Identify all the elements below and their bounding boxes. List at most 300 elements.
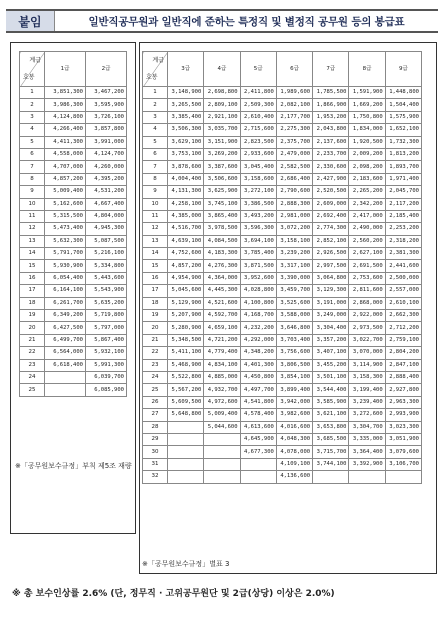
- step-cell: 13: [143, 235, 168, 247]
- salary-cell: [240, 471, 276, 483]
- salary-cell: 5,930,900: [45, 260, 86, 272]
- step-cell: 20: [143, 322, 168, 334]
- salary-cell: 2,981,000: [276, 210, 312, 222]
- salary-cell: 5,207,900: [168, 310, 204, 322]
- column-header: 1급: [45, 52, 86, 87]
- salary-cell: [168, 458, 204, 470]
- step-cell: 10: [20, 198, 45, 210]
- table-row: [20, 310, 127, 322]
- table-row: [143, 260, 422, 272]
- salary-cell: 2,686,400: [276, 173, 312, 185]
- salary-cell: 2,411,800: [240, 87, 276, 99]
- salary-cell: 3,387,600: [204, 161, 240, 173]
- table-row: [143, 173, 422, 185]
- salary-cell: 3,317,100: [276, 260, 312, 272]
- salary-cell: 2,043,800: [313, 124, 349, 136]
- salary-cell: 5,216,100: [86, 248, 127, 260]
- table-row: [143, 458, 422, 470]
- salary-cell: 4,721,200: [204, 334, 240, 346]
- step-cell: 32: [143, 471, 168, 483]
- table-row: [20, 260, 127, 272]
- salary-cell: 4,016,600: [276, 421, 312, 433]
- salary-cell: 5,867,400: [86, 334, 127, 346]
- salary-cell: [168, 433, 204, 445]
- salary-cell: 5,473,400: [45, 223, 86, 235]
- salary-cell: 4,411,300: [45, 136, 86, 148]
- step-cell: 13: [20, 235, 45, 247]
- salary-cell: 4,232,200: [240, 322, 276, 334]
- salary-cell: 3,035,700: [204, 124, 240, 136]
- salary-cell: 2,868,000: [349, 297, 385, 309]
- salary-cell: [45, 371, 86, 383]
- table-row: [143, 446, 422, 458]
- right-salary-table-frame: [139, 42, 437, 574]
- salary-cell: 3,506,600: [204, 173, 240, 185]
- table-row: [143, 223, 422, 235]
- salary-cell: [349, 471, 385, 483]
- step-cell: 18: [20, 297, 45, 309]
- salary-cell: 3,745,100: [204, 198, 240, 210]
- salary-cell: 3,506,300: [168, 124, 204, 136]
- salary-cell: 5,009,400: [204, 409, 240, 421]
- salary-cell: 1,750,800: [349, 111, 385, 123]
- table-row: [143, 396, 422, 408]
- salary-cell: 4,667,400: [86, 198, 127, 210]
- salary-cell: 2,852,100: [313, 235, 349, 247]
- salary-cell: 1,669,200: [349, 99, 385, 111]
- attachment-badge: 붙임: [6, 11, 55, 31]
- salary-cell: 2,582,500: [276, 161, 312, 173]
- salary-cell: 4,613,600: [240, 421, 276, 433]
- step-cell: 26: [143, 396, 168, 408]
- salary-cell: 2,275,300: [276, 124, 312, 136]
- salary-cell: 3,151,900: [204, 136, 240, 148]
- column-header: 2급: [86, 52, 127, 87]
- salary-cell: 3,269,200: [204, 148, 240, 160]
- salary-cell: 6,618,400: [45, 359, 86, 371]
- salary-cell: 2,993,900: [385, 409, 421, 421]
- salary-cell: 4,004,400: [168, 173, 204, 185]
- salary-cell: 4,885,000: [204, 371, 240, 383]
- step-cell: 4: [20, 124, 45, 136]
- salary-cell: 4,266,400: [45, 124, 86, 136]
- salary-cell: 2,427,900: [313, 173, 349, 185]
- salary-cell: 2,479,000: [276, 148, 312, 160]
- salary-cell: 3,986,300: [45, 99, 86, 111]
- step-cell: 12: [143, 223, 168, 235]
- step-cell: 18: [143, 297, 168, 309]
- salary-cell: 3,694,100: [240, 235, 276, 247]
- salary-cell: 5,129,900: [168, 297, 204, 309]
- salary-cell: 5,522,800: [168, 371, 204, 383]
- salary-cell: 3,023,300: [385, 421, 421, 433]
- salary-cell: 4,578,400: [240, 409, 276, 421]
- table-row: [143, 384, 422, 396]
- salary-cell: 6,164,100: [45, 285, 86, 297]
- salary-cell: 4,124,700: [86, 148, 127, 160]
- header-row: [143, 52, 422, 87]
- salary-cell: 4,945,300: [86, 223, 127, 235]
- salary-cell: 1,732,300: [385, 136, 421, 148]
- salary-cell: 2,921,100: [204, 111, 240, 123]
- salary-cell: 3,051,900: [385, 433, 421, 445]
- salary-cell: [313, 471, 349, 483]
- table-row: [143, 198, 422, 210]
- salary-cell: 3,585,900: [313, 396, 349, 408]
- salary-cell: 3,335,000: [349, 433, 385, 445]
- salary-cell: [204, 446, 240, 458]
- salary-cell: 2,809,100: [204, 99, 240, 111]
- step-cell: 15: [143, 260, 168, 272]
- salary-cell: 4,028,800: [240, 285, 276, 297]
- salary-cell: 2,183,600: [349, 173, 385, 185]
- salary-cell: 5,443,600: [86, 272, 127, 284]
- salary-cell: 3,364,400: [349, 446, 385, 458]
- salary-cell: 4,084,500: [204, 235, 240, 247]
- salary-cell: 3,982,600: [276, 409, 312, 421]
- salary-cell: 2,009,200: [349, 148, 385, 160]
- salary-cell: 5,009,400: [45, 186, 86, 198]
- salary-cell: 4,639,100: [168, 235, 204, 247]
- salary-cell: 5,348,500: [168, 334, 204, 346]
- salary-cell: 4,385,000: [168, 210, 204, 222]
- table-row: [143, 124, 422, 136]
- salary-cell: 3,857,800: [86, 124, 127, 136]
- salary-cell: 3,390,000: [276, 272, 312, 284]
- left-salary-table-frame: [10, 42, 136, 534]
- salary-cell: 2,375,700: [276, 136, 312, 148]
- step-cell: 8: [143, 173, 168, 185]
- salary-cell: 2,045,700: [385, 186, 421, 198]
- salary-cell: 3,386,500: [240, 198, 276, 210]
- salary-cell: 5,044,600: [204, 421, 240, 433]
- step-cell: 17: [20, 285, 45, 297]
- table-row: [20, 99, 127, 111]
- salary-cell: 4,048,300: [276, 433, 312, 445]
- step-cell: 10: [143, 198, 168, 210]
- salary-cell: 3,249,000: [313, 310, 349, 322]
- salary-cell: 3,079,600: [385, 446, 421, 458]
- salary-cell: 3,265,500: [168, 99, 204, 111]
- step-cell: 12: [20, 223, 45, 235]
- salary-cell: 2,691,500: [349, 260, 385, 272]
- table-row: [20, 124, 127, 136]
- salary-cell: 4,932,700: [204, 384, 240, 396]
- salary-cell: 3,899,400: [276, 384, 312, 396]
- salary-cell: 3,129,300: [313, 285, 349, 297]
- salary-cell: 2,520,500: [313, 186, 349, 198]
- step-cell: 21: [143, 334, 168, 346]
- salary-cell: 3,045,400: [240, 161, 276, 173]
- salary-cell: 3,070,000: [349, 347, 385, 359]
- salary-cell: 1,866,900: [313, 99, 349, 111]
- column-header: 9급: [385, 52, 421, 87]
- salary-cell: 3,459,700: [276, 285, 312, 297]
- salary-cell: 5,411,100: [168, 347, 204, 359]
- salary-cell: 5,719,800: [86, 310, 127, 322]
- salary-cell: 4,857,200: [168, 260, 204, 272]
- salary-cell: 3,114,900: [349, 359, 385, 371]
- table-row: [143, 334, 422, 346]
- salary-cell: 2,662,300: [385, 310, 421, 322]
- step-cell: 7: [143, 161, 168, 173]
- salary-cell: 2,888,300: [276, 198, 312, 210]
- salary-cell: 1,448,800: [385, 87, 421, 99]
- step-cell: 31: [143, 458, 168, 470]
- salary-cell: 1,785,500: [313, 87, 349, 99]
- salary-cell: 3,865,400: [204, 210, 240, 222]
- table-row: [20, 297, 127, 309]
- salary-cell: 4,276,300: [204, 260, 240, 272]
- table-row: [143, 409, 422, 421]
- salary-cell: 1,920,500: [349, 136, 385, 148]
- header-row: [20, 52, 127, 87]
- table-row: [20, 322, 127, 334]
- table-row: [143, 371, 422, 383]
- salary-cell: 1,575,900: [385, 111, 421, 123]
- table-row: [20, 235, 127, 247]
- salary-cell: 4,516,700: [168, 223, 204, 235]
- table-row: [20, 186, 127, 198]
- table-row: [143, 359, 422, 371]
- salary-cell: 2,823,500: [240, 136, 276, 148]
- salary-cell: 4,100,800: [240, 297, 276, 309]
- salary-cell: 5,791,700: [45, 248, 86, 260]
- salary-cell: 1,953,200: [313, 111, 349, 123]
- salary-cell: [204, 433, 240, 445]
- salary-cell: 2,330,600: [313, 161, 349, 173]
- step-cell: 1: [20, 87, 45, 99]
- salary-cell: 2,692,400: [313, 210, 349, 222]
- salary-cell: 3,304,400: [313, 322, 349, 334]
- table-row: [143, 285, 422, 297]
- salary-cell: 5,932,100: [86, 347, 127, 359]
- step-cell: 5: [20, 136, 45, 148]
- salary-cell: 3,595,900: [86, 99, 127, 111]
- salary-cell: 5,567,200: [168, 384, 204, 396]
- salary-cell: 3,455,200: [313, 359, 349, 371]
- salary-cell: 6,039,700: [86, 371, 127, 383]
- salary-cell: 2,557,000: [385, 285, 421, 297]
- table-row: [143, 161, 422, 173]
- step-cell: 2: [20, 99, 45, 111]
- salary-cell: 2,926,500: [313, 248, 349, 260]
- salary-cell: 3,629,100: [168, 136, 204, 148]
- salary-cell: 4,592,700: [204, 310, 240, 322]
- salary-cell: 5,334,800: [86, 260, 127, 272]
- table-row: [20, 111, 127, 123]
- step-cell: 23: [143, 359, 168, 371]
- table-row: [20, 285, 127, 297]
- salary-cell: 3,272,100: [240, 186, 276, 198]
- step-cell: 6: [143, 148, 168, 160]
- salary-cell: 4,292,000: [240, 334, 276, 346]
- salary-cell: 6,261,700: [45, 297, 86, 309]
- salary-cell: 3,544,400: [313, 384, 349, 396]
- step-cell: 25: [143, 384, 168, 396]
- table-row: [20, 371, 127, 383]
- table-row: [20, 161, 127, 173]
- salary-cell: 2,560,200: [349, 235, 385, 247]
- salary-cell: 1,834,000: [349, 124, 385, 136]
- page-title: 일반직공무원과 일반직에 준하는 특정직 및 별정직 공무원 등의 봉급표: [88, 15, 405, 28]
- salary-cell: 3,596,300: [240, 223, 276, 235]
- salary-cell: 3,467,200: [86, 87, 127, 99]
- salary-cell: 3,357,200: [313, 334, 349, 346]
- step-cell: 11: [20, 210, 45, 222]
- salary-cell: 2,441,600: [385, 260, 421, 272]
- column-header: 3급: [168, 52, 204, 87]
- salary-cell: 4,531,200: [86, 186, 127, 198]
- salary-cell: 3,064,800: [313, 272, 349, 284]
- salary-cell: 2,137,600: [313, 136, 349, 148]
- table-row: [20, 87, 127, 99]
- step-cell: 2: [143, 99, 168, 111]
- column-header: 6급: [276, 52, 312, 87]
- table-row: [143, 272, 422, 284]
- salary-cell: 3,978,500: [204, 223, 240, 235]
- salary-cell: 1,893,700: [385, 161, 421, 173]
- salary-cell: 2,753,600: [349, 272, 385, 284]
- salary-cell: 3,703,400: [276, 334, 312, 346]
- salary-cell: [168, 471, 204, 483]
- salary-cell: 2,847,100: [385, 359, 421, 371]
- step-cell: 27: [143, 409, 168, 421]
- salary-cell: 2,698,800: [204, 87, 240, 99]
- salary-cell: 2,253,200: [385, 223, 421, 235]
- salary-cell: [204, 471, 240, 483]
- salary-cell: 2,774,300: [313, 223, 349, 235]
- salary-cell: 5,315,500: [45, 210, 86, 222]
- step-cell: 5: [143, 136, 168, 148]
- step-cell: 11: [143, 210, 168, 222]
- step-cell: 8: [20, 173, 45, 185]
- salary-cell: 4,168,700: [240, 310, 276, 322]
- salary-cell: 5,991,300: [86, 359, 127, 371]
- table-row: [143, 322, 422, 334]
- footnote: ※ 총 보수인상률 2.6% (단, 정무직 · 고위공무원단 및 2급(상당) 이상은 2.0%): [12, 589, 335, 599]
- step-cell: 25: [20, 384, 45, 396]
- salary-cell: 5,162,600: [45, 198, 86, 210]
- step-cell: 24: [143, 371, 168, 383]
- step-cell: 19: [143, 310, 168, 322]
- table-row: [143, 421, 422, 433]
- step-cell: 4: [143, 124, 168, 136]
- salary-cell: 4,659,100: [204, 322, 240, 334]
- step-cell: 16: [20, 272, 45, 284]
- salary-cell: 5,609,500: [168, 396, 204, 408]
- salary-cell: 3,621,100: [313, 409, 349, 421]
- salary-cell: 2,609,000: [313, 198, 349, 210]
- salary-cell: 3,854,100: [276, 371, 312, 383]
- salary-cell: 3,072,200: [276, 223, 312, 235]
- salary-cell: 4,395,200: [86, 173, 127, 185]
- salary-cell: 3,272,600: [349, 409, 385, 421]
- step-cell: 19: [20, 310, 45, 322]
- step-cell: 22: [143, 347, 168, 359]
- right-salary-table: [142, 51, 422, 484]
- salary-cell: 5,648,800: [168, 409, 204, 421]
- salary-cell: 6,054,400: [45, 272, 86, 284]
- salary-cell: 3,501,100: [313, 371, 349, 383]
- salary-cell: 4,521,600: [204, 297, 240, 309]
- salary-cell: 5,045,600: [168, 285, 204, 297]
- salary-cell: 3,407,100: [313, 347, 349, 359]
- salary-cell: 3,871,500: [240, 260, 276, 272]
- salary-cell: [45, 384, 86, 396]
- step-cell: 6: [20, 148, 45, 160]
- salary-cell: 6,564,000: [45, 347, 86, 359]
- salary-cell: 2,500,000: [385, 272, 421, 284]
- step-cell: 22: [20, 347, 45, 359]
- salary-cell: 2,098,200: [349, 161, 385, 173]
- salary-cell: 3,158,300: [349, 371, 385, 383]
- salary-cell: 3,685,500: [313, 433, 349, 445]
- salary-cell: 4,131,300: [168, 186, 204, 198]
- table-row: [143, 87, 422, 99]
- salary-cell: 1,813,200: [385, 148, 421, 160]
- salary-cell: 3,942,000: [276, 396, 312, 408]
- salary-cell: 2,610,400: [240, 111, 276, 123]
- step-cell: 3: [20, 111, 45, 123]
- step-cell: 28: [143, 421, 168, 433]
- table-row: [143, 235, 422, 247]
- corner-cell: [143, 52, 168, 87]
- salary-cell: 2,318,200: [385, 235, 421, 247]
- salary-cell: 4,779,400: [204, 347, 240, 359]
- salary-cell: 3,646,800: [276, 322, 312, 334]
- step-cell: 21: [20, 334, 45, 346]
- table-row: [143, 99, 422, 111]
- left-table-note: ※「공무원보수규정」부칙 제5조 재량: [15, 462, 132, 470]
- salary-cell: 3,726,100: [86, 111, 127, 123]
- salary-cell: 6,427,500: [45, 322, 86, 334]
- salary-cell: 2,627,100: [349, 248, 385, 260]
- salary-cell: 3,158,600: [240, 173, 276, 185]
- salary-cell: 4,124,800: [45, 111, 86, 123]
- salary-cell: 4,260,000: [86, 161, 127, 173]
- salary-cell: 1,591,900: [349, 87, 385, 99]
- salary-cell: 3,158,100: [276, 235, 312, 247]
- step-cell: 14: [20, 248, 45, 260]
- salary-cell: 3,385,400: [168, 111, 204, 123]
- salary-cell: 2,610,100: [385, 297, 421, 309]
- salary-cell: 3,991,000: [86, 136, 127, 148]
- step-cell: 3: [143, 111, 168, 123]
- salary-cell: 3,625,900: [204, 186, 240, 198]
- table-row: [143, 136, 422, 148]
- step-cell: 24: [20, 371, 45, 383]
- table-row: [143, 186, 422, 198]
- salary-cell: 3,106,700: [385, 458, 421, 470]
- table-row: [143, 297, 422, 309]
- salary-cell: 4,445,300: [204, 285, 240, 297]
- column-header: 7급: [313, 52, 349, 87]
- salary-cell: 2,922,000: [349, 310, 385, 322]
- salary-cell: 2,265,200: [349, 186, 385, 198]
- salary-cell: 2,185,400: [385, 210, 421, 222]
- salary-cell: 4,707,000: [45, 161, 86, 173]
- table-row: [143, 210, 422, 222]
- table-row: [143, 433, 422, 445]
- table-row: [20, 248, 127, 260]
- salary-cell: 3,756,600: [276, 347, 312, 359]
- corner-grade-label: 계급: [29, 57, 41, 64]
- salary-cell: 4,348,200: [240, 347, 276, 359]
- title-bar: [6, 9, 438, 33]
- column-header: 5급: [240, 52, 276, 87]
- corner-grade-label: 계급: [152, 57, 164, 64]
